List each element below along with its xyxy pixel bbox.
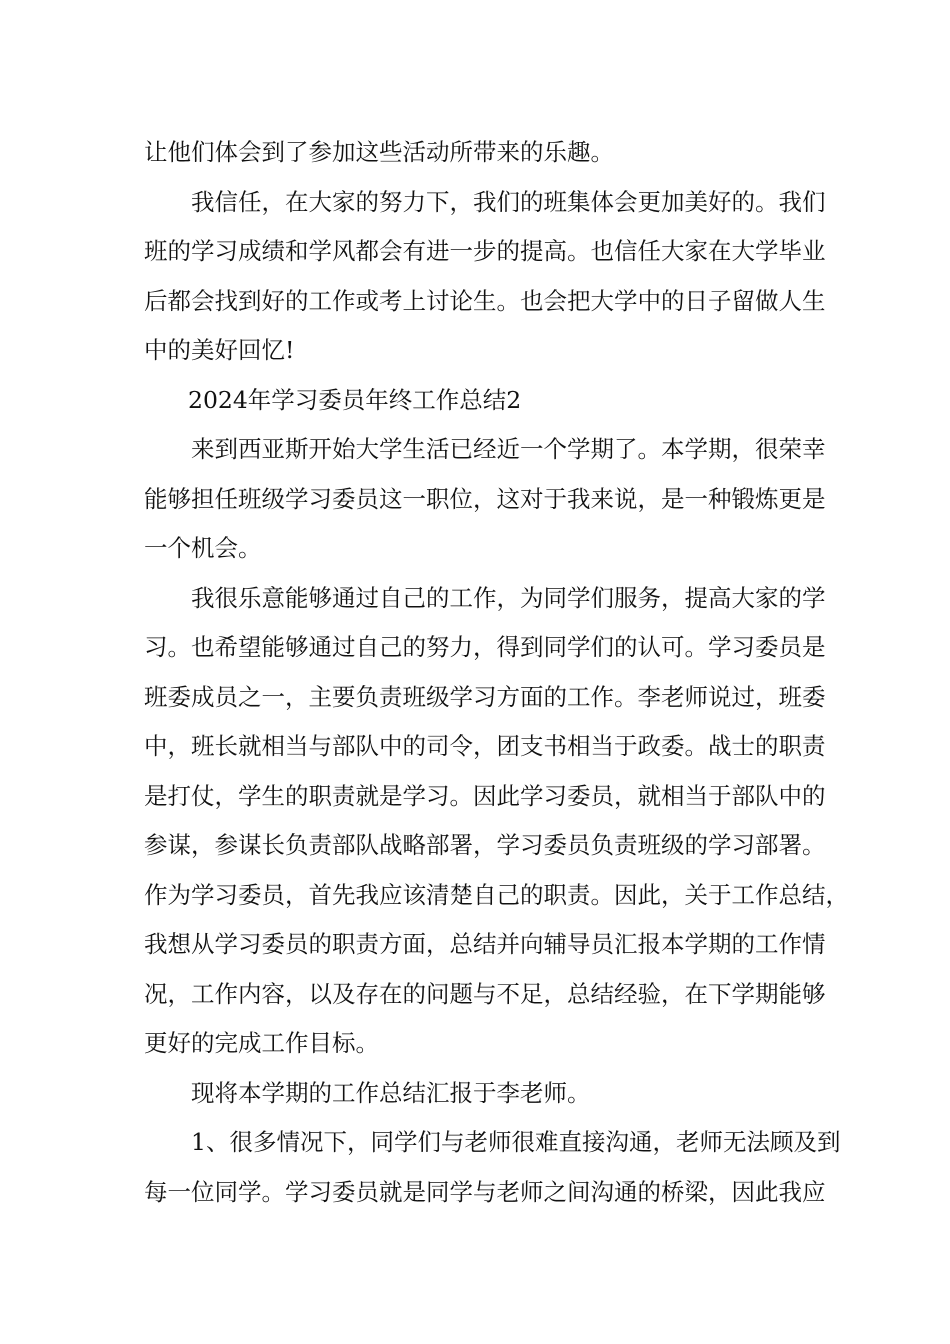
paragraph-line: 能够担任班级学习委员这一职位，这对于我来说，是一种锻炼更是 [144,484,826,513]
paragraph-line: 是打仗，学生的职责就是学习。因此学习委员，就相当于部队中的 [144,781,826,810]
paragraph-line-last: 中的美好回忆! [144,336,295,364]
document-page [144,128,849,1217]
paragraph-line-first: 我很乐意能够通过自己的工作，为同学们服务，提高大家的学 [191,583,826,612]
paragraph-line: 作为学习委员，首先我应该清楚自己的职责。因此，关于工作总结， [144,880,849,909]
paragraph-line-last: 更好的完成工作目标。 [144,1029,379,1057]
paragraph-line-first: 1、很多情况下，同学们与老师很难直接沟通，老师无法顾及到 [191,1128,841,1156]
section-heading: 2024年学习委员年终工作总结2 [188,385,522,414]
paragraph-line-continuation: 让他们体会到了参加这些活动所带来的乐趣。 [144,138,614,166]
paragraph-line: 班委成员之一，主要负责班级学习方面的工作。李老师说过，班委 [144,682,826,711]
paragraph-line: 中，班长就相当与部队中的司令，团支书相当于政委。战士的职责 [144,732,826,760]
paragraph-line: 每一位同学。学习委员就是同学与老师之间沟通的桥梁，因此我应 [144,1177,826,1206]
paragraph-line-single: 现将本学期的工作总结汇报于李老师。 [191,1078,591,1107]
paragraph-line: 班的学习成绩和学风都会有进一步的提高。也信任大家在大学毕业 [144,237,826,265]
paragraph-line: 后都会找到好的工作或考上讨论生。也会把大学中的日子留做人生 [144,286,826,315]
paragraph-line: 习。也希望能够通过自己的努力，得到同学们的认可。学习委员是 [144,633,826,661]
paragraph-line-first: 来到西亚斯开始大学生活已经近一个学期了。本学期，很荣幸 [191,435,826,463]
paragraph-line-last: 一个机会。 [144,534,262,562]
paragraph-line: 参谋，参谋长负责部队战略部署，学习委员负责班级的学习部署。 [144,831,826,859]
paragraph-line-first: 我信任，在大家的努力下，我们的班集体会更加美好的。我们 [191,187,826,216]
paragraph-line: 我想从学习委员的职责方面，总结并向辅导员汇报本学期的工作情 [144,930,826,958]
paragraph-line: 况，工作内容，以及存在的问题与不足，总结经验，在下学期能够 [144,979,826,1008]
